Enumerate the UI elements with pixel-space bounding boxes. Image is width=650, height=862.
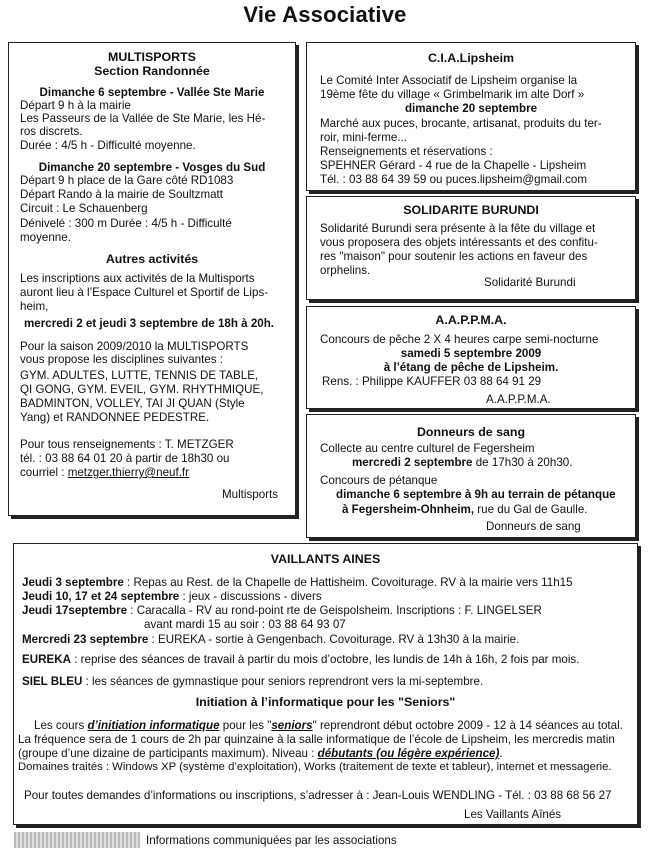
text-run-emphasis: seniors <box>271 719 313 732</box>
cia-line: Tél. : 03 88 64 39 59 ou puces.lipsheim@gmail.com <box>320 173 587 186</box>
sang-date-bold: mercredi 2 septembre <box>352 456 473 469</box>
sang-petanque-date: dimanche 6 septembre à 9h au terrain de pétanque <box>336 488 616 501</box>
aines-row-text: : Caracalla - RV au rond-point rte de Geispolsheim. Inscriptions : F. LINGELSER <box>127 604 542 617</box>
aines-row-text: : reprise des séances de travail à partir du mois d’octobre, les lundis de 14h à 16h, 2 fois par mois. <box>70 653 580 666</box>
aines-title: VAILLANTS AINES <box>270 552 381 566</box>
multisports-signature: Multisports <box>222 488 279 501</box>
saison-line: BADMINTON, VOLLEY, TAI JI QUAN (Style <box>20 397 245 410</box>
aappma-title: A.A.P.P.M.A. <box>435 313 507 327</box>
event1-line: ros discrets. <box>20 125 83 138</box>
aappma-place: à l’étang de pêche de Lipsheim. <box>383 361 559 374</box>
autres-line: heim, <box>20 300 49 313</box>
cia-line: Marché aux puces, brocante, artisanat, produits du ter- <box>320 117 602 130</box>
saison-line: GYM. ADULTES, LUTTE, TENNIS DE TABLE, <box>20 369 259 382</box>
page-title: Vie Associative <box>243 2 407 27</box>
autres-heading: Autres activités <box>105 252 199 266</box>
informatique-line: Pour toutes demandes d’informations ou inscriptions, s’adresser à : Jean-Louis WENDLING - Tél. : 03 88 68 56 27 <box>24 789 612 802</box>
aines-row <box>22 576 573 589</box>
aines-row-date: SIEL BLEU <box>22 675 83 688</box>
aines-row <box>22 604 542 617</box>
text-run: Les cours <box>34 719 88 732</box>
sang-petanque-place <box>342 503 588 516</box>
event1-line: Départ 9 h à la mairie <box>20 99 131 112</box>
sang-signature: Donneurs de sang <box>486 520 581 533</box>
burundi-line: orphelins. <box>320 264 371 277</box>
aappma-line: Concours de pêche 2 X 4 heures carpe semi-nocturne <box>320 333 599 346</box>
cia-line: 19ème fête du village « Grimbelmarik im alte Dorf » <box>320 88 585 101</box>
aappma-signature: A.A.P.P.M.A. <box>486 393 551 406</box>
aines-row <box>22 633 519 646</box>
aines-row-date: Jeudi 10, 17 et 24 septembre <box>22 590 180 603</box>
burundi-line: Solidarité Burundi sera présente à la fête du village et <box>320 222 596 235</box>
aines-row <box>22 675 483 688</box>
contact-line: Pour tous renseignements : T. METZGER <box>20 438 234 451</box>
cia-line: Renseignements et réservations : <box>320 145 493 158</box>
text-run: " reprendront début octobre 2009 - 12 à 14 séances au total. <box>312 719 623 732</box>
informatique-line: Domaines traités : Windows XP (système d’exploitation), Works (traitement de texte et tableur), internet et messagerie. <box>18 761 612 773</box>
cia-line: SPEHNER Gérard - 4 rue de la Chapelle - Lipsheim <box>320 159 587 172</box>
burundi-signature: Solidarité Burundi <box>484 276 576 289</box>
saison-line: vous propose les disciplines suivantes : <box>20 353 223 366</box>
sang-place-bold: à Fegersheim-Ohnheim, <box>342 503 475 516</box>
informatique-heading: Initiation à l’informatique pour les "Seniors" <box>195 695 456 709</box>
aines-row-text: : les séances de gymnastique pour seniors reprendront vers la mi-septembre. <box>82 675 484 688</box>
burundi-line: res "maison" pour soutenir les actions en faveur des <box>320 250 588 263</box>
aines-row <box>22 590 322 603</box>
text-run: . <box>499 747 503 760</box>
informatique-line <box>18 747 503 760</box>
autres-line: auront lieu à l’Espace Culturel et Sportif de Lips- <box>20 286 269 299</box>
aines-row-continued: avant mardi 15 au soir : 03 88 64 93 07 <box>144 618 346 631</box>
cia-line: roir, mini-ferme... <box>320 131 407 144</box>
aappma-date: samedi 5 septembre 2009 <box>400 347 542 360</box>
contact-email-line <box>20 466 189 479</box>
aines-row-text: : EUREKA - sortie à Gengenbach. Covoiturage. RV à 13h30 à la mairie. <box>148 633 520 646</box>
burundi-title: SOLIDARITE BURUNDI <box>403 203 539 217</box>
event2-line: Circuit : Le Schauenberg <box>20 202 148 215</box>
cia-line: Le Comité Inter Associatif de Lipsheim organise la <box>320 74 578 87</box>
text-run-emphasis: d’initiation informatique <box>87 719 220 732</box>
sang-line: Concours de pétanque <box>320 474 438 487</box>
event2-line: Dénivelé : 300 m Durée : 4/5 h - Difficulté <box>20 217 232 230</box>
sang-line: Collecte au centre culturel de Fegersheim <box>320 442 535 455</box>
text-run: (groupe d’une dizaine de participants maximum). Niveau : <box>18 747 318 760</box>
saison-line: Yang) et RANDONNEE PEDESTRE. <box>20 411 210 424</box>
aines-row-date: Jeudi 17septembre <box>22 604 128 617</box>
aines-row-date: Jeudi 3 septembre <box>22 576 124 589</box>
footer-shade <box>14 832 140 848</box>
aappma-contact: Rens. : Philippe KAUFFER 03 88 64 91 29 <box>322 375 542 388</box>
aines-row-text: : Repas au Rest. de la Chapelle de Hattisheim. Covoiturage. RV à la mairie vers 11h15 <box>123 576 573 589</box>
aines-row <box>22 653 579 666</box>
sang-title: Donneurs de sang <box>416 425 526 439</box>
event1-line: Les Passeurs de la Vallée de Ste Marie, les Hé- <box>20 112 266 125</box>
event2-line: moyenne. <box>20 231 71 244</box>
informatique-line: La fréquence sera de 1 cours de 2h par quinzaine à la salle informatique de l’école de Lipsheim, les mercredis matin <box>18 733 615 746</box>
contact-line: tél. : 03 88 64 01 20 à partir de 18h30 ou <box>20 452 230 465</box>
saison-line: Pour la saison 2009/2010 la MULTISPORTS <box>20 340 249 353</box>
cia-title: C.I.A.Lipsheim <box>427 51 515 65</box>
burundi-line: vous proposera des objets intéressants et des confitu- <box>320 236 598 249</box>
aines-row-text: : jeux - discussions - divers <box>179 590 322 603</box>
multisports-subtitle: Section Randonnée <box>94 64 210 78</box>
event2-line: Départ Rando à la mairie de Soultzmatt <box>20 188 223 201</box>
page-footer: Informations communiquées par les associations <box>146 834 397 847</box>
aines-row-date: EUREKA <box>22 653 71 666</box>
saison-line: QI GONG, GYM. EVEIL, GYM. RHYTHMIQUE, <box>20 383 264 396</box>
sang-street: rue du Gal de Gaulle. <box>474 503 588 516</box>
multisports-title: MULTISPORTS <box>108 50 196 64</box>
event1-line: Durée : 4/5 h - Difficulté moyenne. <box>20 139 196 152</box>
aines-row-date: Mercredi 23 septembre <box>22 633 149 646</box>
aines-signature: Les Vaillants Aînés <box>464 808 562 821</box>
informatique-line <box>34 719 623 732</box>
event1-date: Dimanche 6 septembre - Vallée Ste Marie <box>39 86 265 99</box>
autres-line: Les inscriptions aux activités de la Multisports <box>20 272 255 285</box>
event2-date: Dimanche 20 septembre - Vosges du Sud <box>38 161 266 174</box>
text-run: pour les " <box>219 719 272 732</box>
autres-dates: mercredi 2 et jeudi 3 septembre de 18h à 20h. <box>24 317 275 330</box>
event2-line: Départ 9 h place de la Gare côté RD1083 <box>20 174 234 187</box>
sang-collect-date <box>352 456 572 469</box>
text-run-emphasis: débutants (ou légère expérience) <box>317 747 500 760</box>
email-link[interactable]: metzger.thierry@neuf.fr <box>67 466 189 479</box>
cia-date: dimanche 20 septembre <box>404 102 538 115</box>
email-label: courriel : <box>20 466 68 479</box>
sang-hours: de 17h30 à 20h30. <box>472 456 573 469</box>
